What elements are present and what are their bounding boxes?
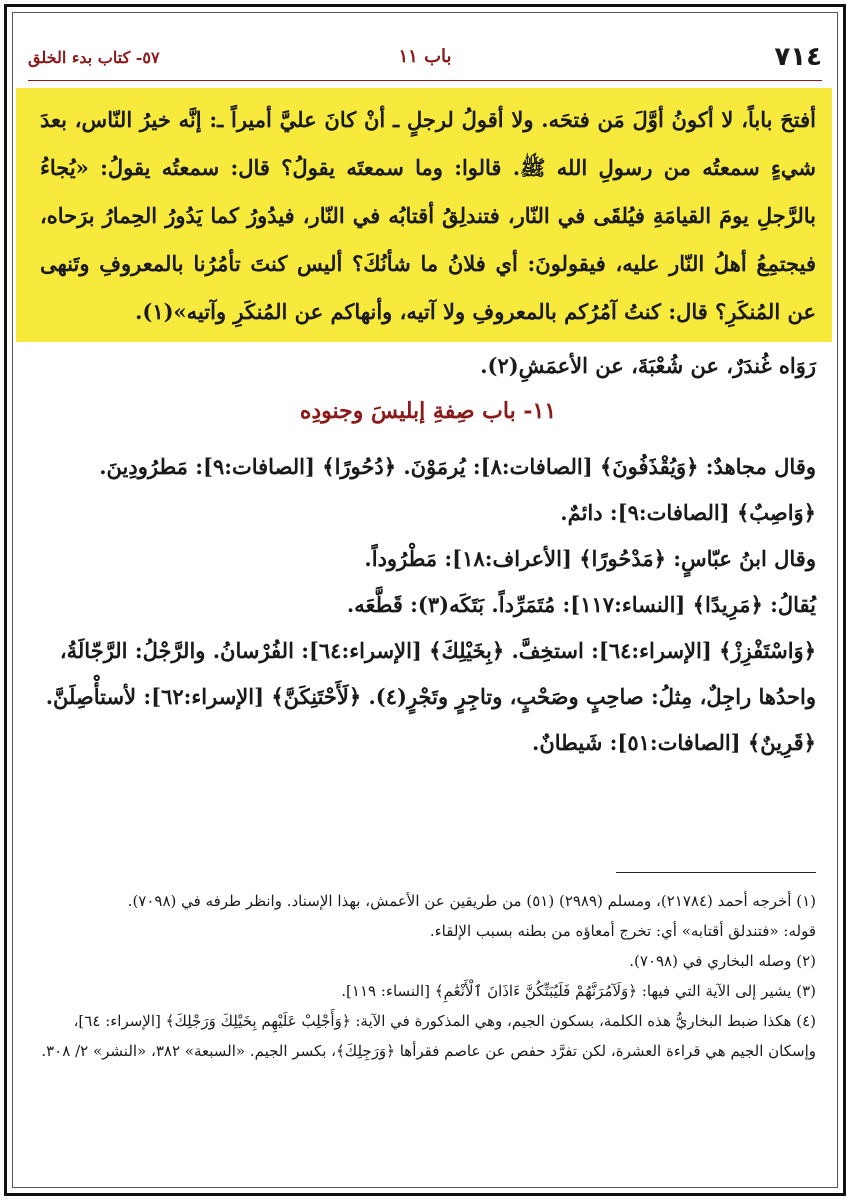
definition-line: ﴿قَرِينٌ﴾ [الصافات:٥١]: شَيطانٌ. [532,730,816,755]
page-number: ٧١٤ [774,42,822,72]
definition-line: وقال مجاهدٌ: ﴿وَيُقْذَفُونَ﴾ [الصافات:٨]: يُرمَوْنَ. ﴿دُحُورًا﴾ [الصافات:٩]: مَطرُودِينَ. [99,454,816,479]
footnote-divider [616,872,816,873]
footnote: (٤) هكذا ضبط البخاريُّ هذه الكلمة، بسكون الجيم، وهي المذكورة في الآية: ﴿وَأَجْلِبْ عَلَيْهِم بِخَيْلِكَ وَرَجْلِكَ﴾ [الإسراء: ٦٤]، وإسكان الجيم هي قراءة العشرة، لكن تفرَّد حفص عن عاصم فقرأها ﴿وَرَجِلِكَ﴾، بكسر الجيم. «السبعة» ٣٨٢، «النشر» ٢/ ٣٠٨. [41,1012,816,1060]
definition-line: ﴿وَاصِبٌ﴾ [الصافات:٩]: دائمٌ. [560,500,816,525]
footnote: (٣) يشير إلى الآية التي فيها: ﴿وَلَآمُرَنَّهُمْ فَلَيُبَتِّكُنَّ ءَاذَانَ ٱلْأَنْعَٰمِ﴾ [النساء: ١١٩]. [341,982,816,1000]
chapter-label: باب ١١ [398,46,452,67]
definition-line: وقال ابنُ عبّاسٍ: ﴿مَدْحُورًا﴾ [الأعراف:١٨]: مَطْرُوداً. [364,546,816,571]
footnote: (٢) وصله البخاري في (٧٠٩٨). [629,952,816,970]
definition-line: ﴿وَاسْتَفْزِزْ﴾ [الإسراء:٦٤]: استخِفَّ. ﴿بِخَيْلِكَ﴾ [الإسراء:٦٤]: الفُرْسانُ. والرَّجْلُ: الرَّجّالَةُ، واحدُها راجِلٌ، مِثلُ: صاحِبٍ وصَحْبٍ، وتاجِرٍ وتَجْرٍ(٤). ﴿لَأَحْتَنِكَنَّ﴾ [الإسراء:٦٢]: لأستأْصِلَنَّ. [45,638,816,709]
header-divider [28,80,822,81]
book-label: ٥٧- كتاب بدء الخلق [28,48,160,67]
footnote: قوله: «فتندلق أقتابه» أي: تخرج أمعاؤه من بطنه بسبب الإلقاء. [429,922,816,940]
hadith-tail: رَوَاه غُندَرٌ، عن شُعْبَةَ، عن الأعمَشِ(٢). [480,353,816,378]
footnotes [40,886,816,1066]
definition-line: يُقالُ: ﴿مَرِيدًا﴾ [النساء:١١٧]: مُتَمَرِّداً. بَتَكَه(٣): قَطَّعَه. [346,592,816,617]
definitions [40,444,816,766]
running-header [28,42,822,76]
footnote: (١) أخرجه أحمد (٢١٧٨٤)، ومسلم (٢٩٨٩) (٥١) من طريقين عن الأعمش، بهذا الإسناد. وانظر طرفه في (٧٠٩٨). [127,892,816,910]
highlighted-hadith: أفتحَ باباً، لا أكونُ أوَّلَ مَن فتحَه. ولا أقولُ لرجلٍ ـ أنْ كانَ عليَّ أميراً ـ: إنَّه خيرُ النّاس، بعدَ شيءٍ سمعتُه من رسولِ الله ﷺ. قالوا: وما سمعتَه يقولُ؟ قال: سمعتُه يقولُ: «يُجاءُ بالرَّجلِ يومَ القيامَةِ فيُلقَى في النّار، فتندلِقُ أقتابُه في النّار، فيدُورُ كما يَدُورُ الحِمارُ برَحاه، فيجتمِعُ أهلُ النّار عليه، فيقولونَ: أي فلانُ ما شأنُكَ؟ أليس كنتَ تأمُرُنا بالمعروفِ وتَنهى عن المُنكَرِ؟ قال: كنتُ آمُرُكم بالمعروفِ ولا آتيه، وأنهاكم عن المُنكَرِ وآتيه»(١). [40,107,816,324]
chapter-title: ١١- باب صِفةِ إبليسَ وجنودِه [299,398,557,424]
